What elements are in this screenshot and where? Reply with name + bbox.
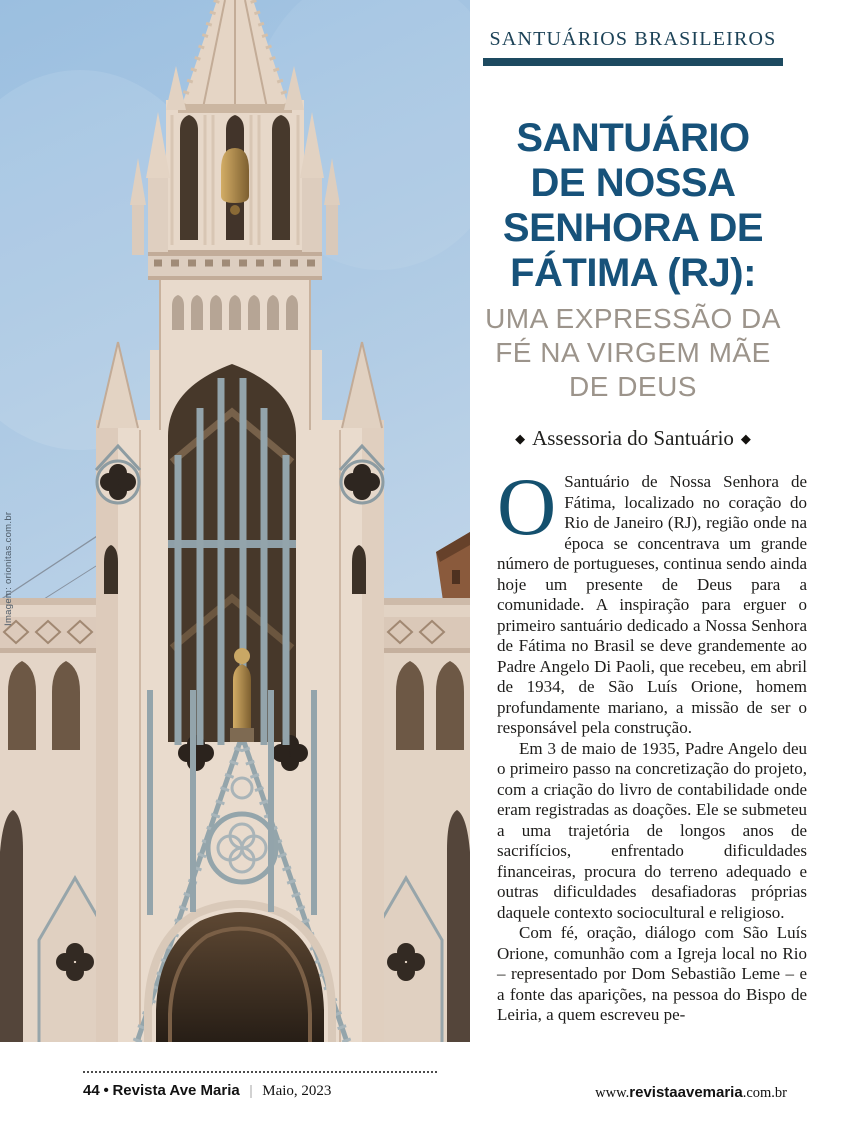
byline <box>483 426 783 451</box>
title-line: DE NOSSA <box>530 161 736 205</box>
byline-author: Assessoria do Santuário <box>532 426 734 450</box>
footer-pipe: | <box>249 1083 253 1099</box>
paragraph-text: Em 3 de maio de 1935, Padre Angelo deu o primeiro passo na concretização do projeto, com a criação do livro de contabilidade onde eram registradas as doações. Ele se submeteu a uma trajetória de longos anos de sacrifícios, enfrentado dificuldades financeiras, procura do terreno adequado e outras dificuldades desafiadoras próprias daquele contexto sociocultural e religioso. <box>497 738 807 922</box>
article-paragraph <box>497 923 807 1026</box>
website-url <box>595 1084 787 1102</box>
footer-rule <box>83 1071 437 1073</box>
diamond-icon: ◆ <box>740 431 751 446</box>
issue-date: Maio, 2023 <box>262 1083 332 1099</box>
page-number: 44 <box>83 1082 100 1099</box>
title-line: SENHORA DE <box>502 206 764 250</box>
photo-credit: Imagem: orionitas.com.br <box>3 511 14 626</box>
article-title <box>483 116 783 296</box>
kicker-rule <box>483 58 783 66</box>
magazine-name: Revista Ave Maria <box>112 1082 240 1099</box>
headline-block <box>483 28 783 451</box>
article-body <box>497 461 807 1026</box>
title-line: SANTUÁRIO <box>516 116 750 160</box>
paragraph-text: Santuário de Nossa Senhora de Fátima, localizado no coração do Rio de Janeiro (RJ), região onde na época se concentrava um grande número de portugueses, continua sendo ainda hoje um presente de Deus para a comunidade. A inspiração para erguer o primeiro santuário dedicado a Nossa Senhora de Fátima no Brasil se deve grandemente ao Padre Angelo Di Paoli, que recebeu, em abril de 1934, de São Luís Orione, homem profundamente mariano, a missão de ser o responsável pela construção. <box>497 472 807 737</box>
diamond-icon: ◆ <box>515 431 526 446</box>
footer-dot: • <box>103 1082 109 1099</box>
paragraph-text: Com fé, oração, diálogo com São Luís Orione, comunhão com a Igreja local no Rio – representado por Dom Sebastião Leme – e a fonte das aparições, na pessoa do Bispo de Leiria, a quem escreveu pe- <box>497 923 807 1024</box>
section-kicker: SANTUÁRIOS BRASILEIROS <box>489 28 777 50</box>
title-line: FÁTIMA (RJ): <box>510 251 756 295</box>
article-paragraph <box>497 461 807 739</box>
subtitle-line: UMA EXPRESSÃO DA <box>485 303 781 334</box>
subtitle-line: DE DEUS <box>569 371 697 402</box>
website-suffix: .com.br <box>742 1085 787 1101</box>
drop-cap: O <box>497 461 557 552</box>
footer-left <box>83 1082 331 1100</box>
article-column <box>483 0 807 1026</box>
subtitle-line: FÉ NA VIRGEM MÃE <box>495 337 771 368</box>
website-name: revistaavemaria <box>629 1084 743 1101</box>
article-paragraph <box>497 739 807 924</box>
article-subtitle <box>483 302 783 404</box>
website-prefix: www. <box>595 1085 630 1101</box>
